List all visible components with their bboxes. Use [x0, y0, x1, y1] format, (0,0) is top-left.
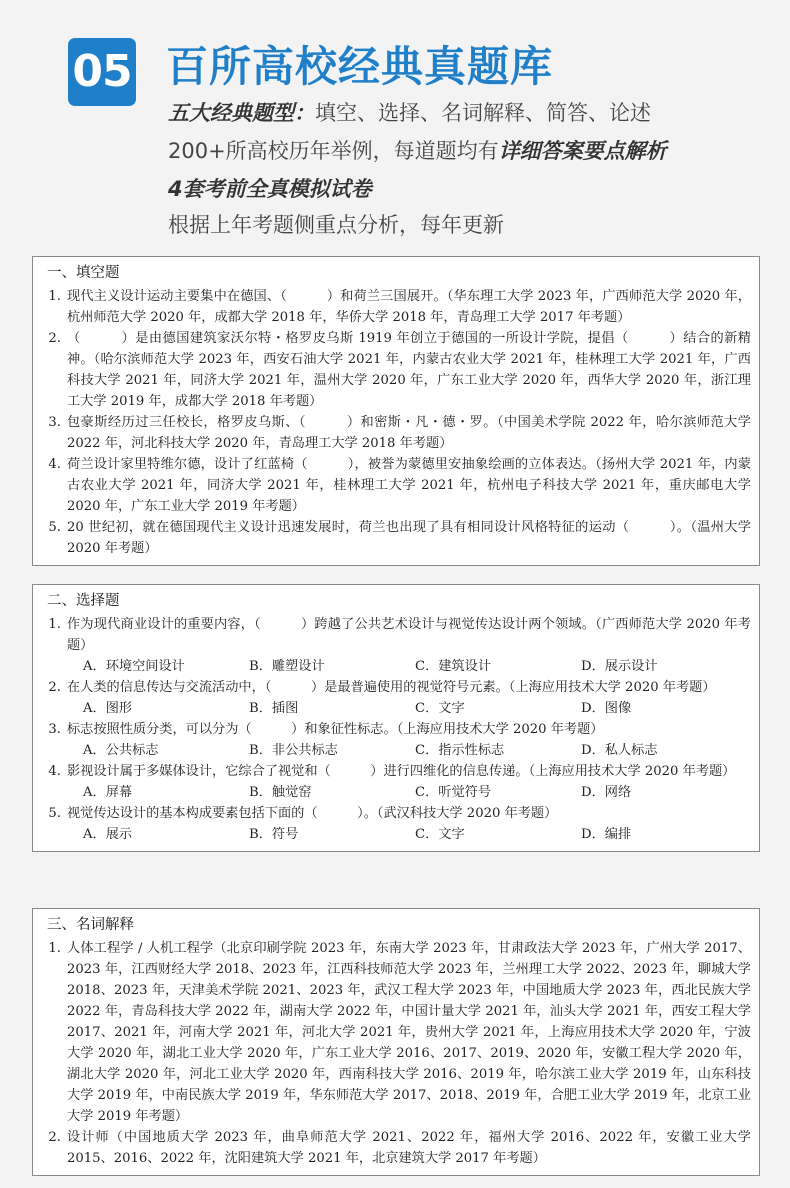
question-item	[43, 719, 751, 740]
question-item	[43, 286, 751, 328]
question-text: 作为现代商业设计的重要内容，（ ）跨越了公共艺术设计与视觉传达设计两个领域。（广西师范大学 2020 年考题）	[67, 617, 751, 653]
question-text: 视觉传达设计的基本构成要素包括下面的（ ）。（武汉科技大学 2020 年考题）	[67, 806, 558, 821]
option: B．雕塑设计	[249, 659, 325, 674]
option-row	[43, 656, 751, 677]
highlight-emphasis: 详细答案要点解析	[498, 139, 667, 163]
question-text: 标志按照性质分类，可以分为（ ）和象征性标志。（上海应用技术大学 2020 年考题）	[67, 722, 604, 737]
page-title: 百所高校经典真题库	[166, 42, 554, 91]
question-text: 现代主义设计运动主要集中在德国、（ ）和荷兰三国展开。（华东理工大学 2023 年，广西师范大学 2020 年，杭州师范大学 2020 年，成都大学 2018 年，华侨大学 2018 年，青岛理工大学 2017 年考题）	[67, 289, 751, 325]
question-number: 1.	[48, 289, 61, 304]
question-item	[43, 1127, 751, 1169]
option-row	[43, 782, 751, 803]
question-number: 2.	[48, 680, 61, 695]
question-number: 1.	[48, 941, 61, 956]
option: B．触觉窑	[249, 785, 312, 800]
question-number: 3.	[48, 722, 61, 737]
question-text: 设计师（中国地质大学 2023 年，曲阜师范大学 2021、2022 年，福州大学 2016、2022 年，安徽工业大学 2015、2016、2022 年，沈阳建筑大学 2021 年，北京建筑大学 2017 年考题）	[67, 1130, 751, 1166]
highlight-line-2	[168, 135, 667, 165]
question-number: 1.	[48, 617, 61, 632]
highlight-text: 填空、选择、名词解释、简答、论述	[315, 101, 651, 125]
option-row	[43, 824, 751, 845]
question-item	[43, 614, 751, 656]
option: C．文字	[415, 827, 465, 842]
header	[0, 0, 790, 250]
term-definition-section	[32, 908, 760, 1176]
highlight-label: 五大经典题型：	[168, 101, 315, 125]
question-text: 在人类的信息传达与交流活动中，（ ）是最普遍使用的视觉符号元素。（上海应用技术大学 2020 年考题）	[67, 680, 716, 695]
option: D．网络	[581, 785, 632, 800]
highlight-text: 200+所高校历年举例，每道题均有	[168, 139, 499, 163]
question-item	[43, 454, 751, 517]
option: B．符号	[249, 827, 299, 842]
multiple-choice-section	[32, 584, 760, 852]
option: D．私人标志	[581, 743, 658, 758]
question-text: 20 世纪初，就在德国现代主义设计迅速发展时，荷兰也出现了具有相同设计风格特征的运动（ ）。（温州大学 2020 年考题）	[67, 520, 751, 556]
question-item	[43, 412, 751, 454]
option: A．展示	[83, 827, 133, 842]
question-number: 5.	[48, 520, 61, 535]
option: A．屏幕	[83, 785, 133, 800]
option-row	[43, 740, 751, 761]
question-item	[43, 328, 751, 412]
question-text: （ ）是由德国建筑家沃尔特・格罗皮乌斯 1919 年创立于德国的一所设计学院，提倡（ ）结合的新精神。（哈尔滨师范大学 2023 年，西安石油大学 2021 年，内蒙古农业大学 2021 年，桂林理工大学 2021 年，广西科技大学 2021 年，同济大学 2021 年，温州大学 2020 年，广东工业大学 2020 年，西华大学 2020 年，浙江理工大学 2019 年，成都大学 2018 年考题）	[67, 331, 751, 409]
option: C．听觉符号	[415, 785, 492, 800]
option: B．插图	[249, 701, 299, 716]
option: C．指示性标志	[415, 743, 505, 758]
section-title: 二、选择题	[47, 593, 120, 609]
section-number-badge: 05	[68, 38, 136, 106]
section-title: 一、填空题	[47, 265, 120, 281]
question-item	[43, 803, 751, 824]
highlight-line-3: 4套考前全真模拟试卷	[168, 177, 372, 201]
question-item	[43, 761, 751, 782]
option: D．展示设计	[581, 659, 658, 674]
option-row	[43, 698, 751, 719]
question-text: 荷兰设计家里特维尔德，设计了红蓝椅（ ），被誉为蒙德里安抽象绘画的立体表达。（扬州大学 2021 年，内蒙古农业大学 2021 年，同济大学 2021 年，桂林理工大学 2021 年，杭州电子科技大学 2021 年，重庆邮电大学 2020 年，广东工业大学 2019 年考题）	[67, 457, 751, 514]
highlight-line-1	[168, 97, 651, 127]
question-number: 5.	[48, 806, 61, 821]
option: C．文字	[415, 701, 465, 716]
option: C．建筑设计	[415, 659, 492, 674]
question-item	[43, 677, 751, 698]
option: A．公共标志	[83, 743, 159, 758]
question-number: 4.	[48, 764, 61, 779]
option: A．环境空间设计	[83, 659, 185, 674]
option: D．图像	[581, 701, 632, 716]
question-item	[43, 938, 751, 1127]
question-text: 影视设计属于多媒体设计，它综合了视觉和（ ）进行四维化的信息传递。（上海应用技术大学 2020 年考题）	[67, 764, 736, 779]
option: B．非公共标志	[249, 743, 338, 758]
question-number: 2.	[48, 1130, 61, 1145]
section-title: 三、名词解释	[47, 917, 134, 933]
option: A．图形	[83, 701, 133, 716]
fill-in-section	[32, 256, 760, 566]
question-number: 2.	[48, 331, 61, 346]
highlight-line-4: 根据上年考题侧重点分析，每年更新	[168, 213, 504, 237]
option: D．编排	[581, 827, 632, 842]
question-number: 4.	[48, 457, 61, 472]
question-text: 人体工程学 / 人机工程学（北京印刷学院 2023 年，东南大学 2023 年，甘肃政法大学 2023 年，广州大学 2017、2023 年，江西财经大学 2018、2023 年，江西科技师范大学 2023 年，兰州理工大学 2022、2023 年，聊城大学 2018、2023 年，天津美术学院 2021、2023 年，武汉工程大学 2023 年，中国地质大学 2023 年，西北民族大学 2022 年，青岛科技大学 2022 年，湖南大学 2022 年，中国计量大学 2021 年，汕头大学 2021 年，西安工程大学 2017、2021 年，河南大学 2021 年，河北大学 2021 年，贵州大学 2021 年，上海应用技术大学 2020 年，宁波大学 2020 年，湖北工业大学 2020 年，广东工业大学 2016、2017、2019、2020 年，安徽工程大学 2020 年，湖北大学 2020 年，河北工业大学 2020 年，西南科技大学 2016、2019 年，哈尔滨工业大学 2019 年，山东科技大学 2019 年，中南民族大学 2019 年，华东师范大学 2017、2018、2019 年，合肥工业大学 2019 年，北京工业大学 2019 年考题）	[67, 941, 751, 1124]
question-item	[43, 517, 751, 559]
question-text: 包豪斯经历过三任校长，格罗皮乌斯、（ ）和密斯・凡・德・罗。（中国美术学院 2022 年，哈尔滨师范大学 2022 年，河北科技大学 2020 年，青岛理工大学 2018 年考题）	[67, 415, 751, 451]
question-number: 3.	[48, 415, 61, 430]
